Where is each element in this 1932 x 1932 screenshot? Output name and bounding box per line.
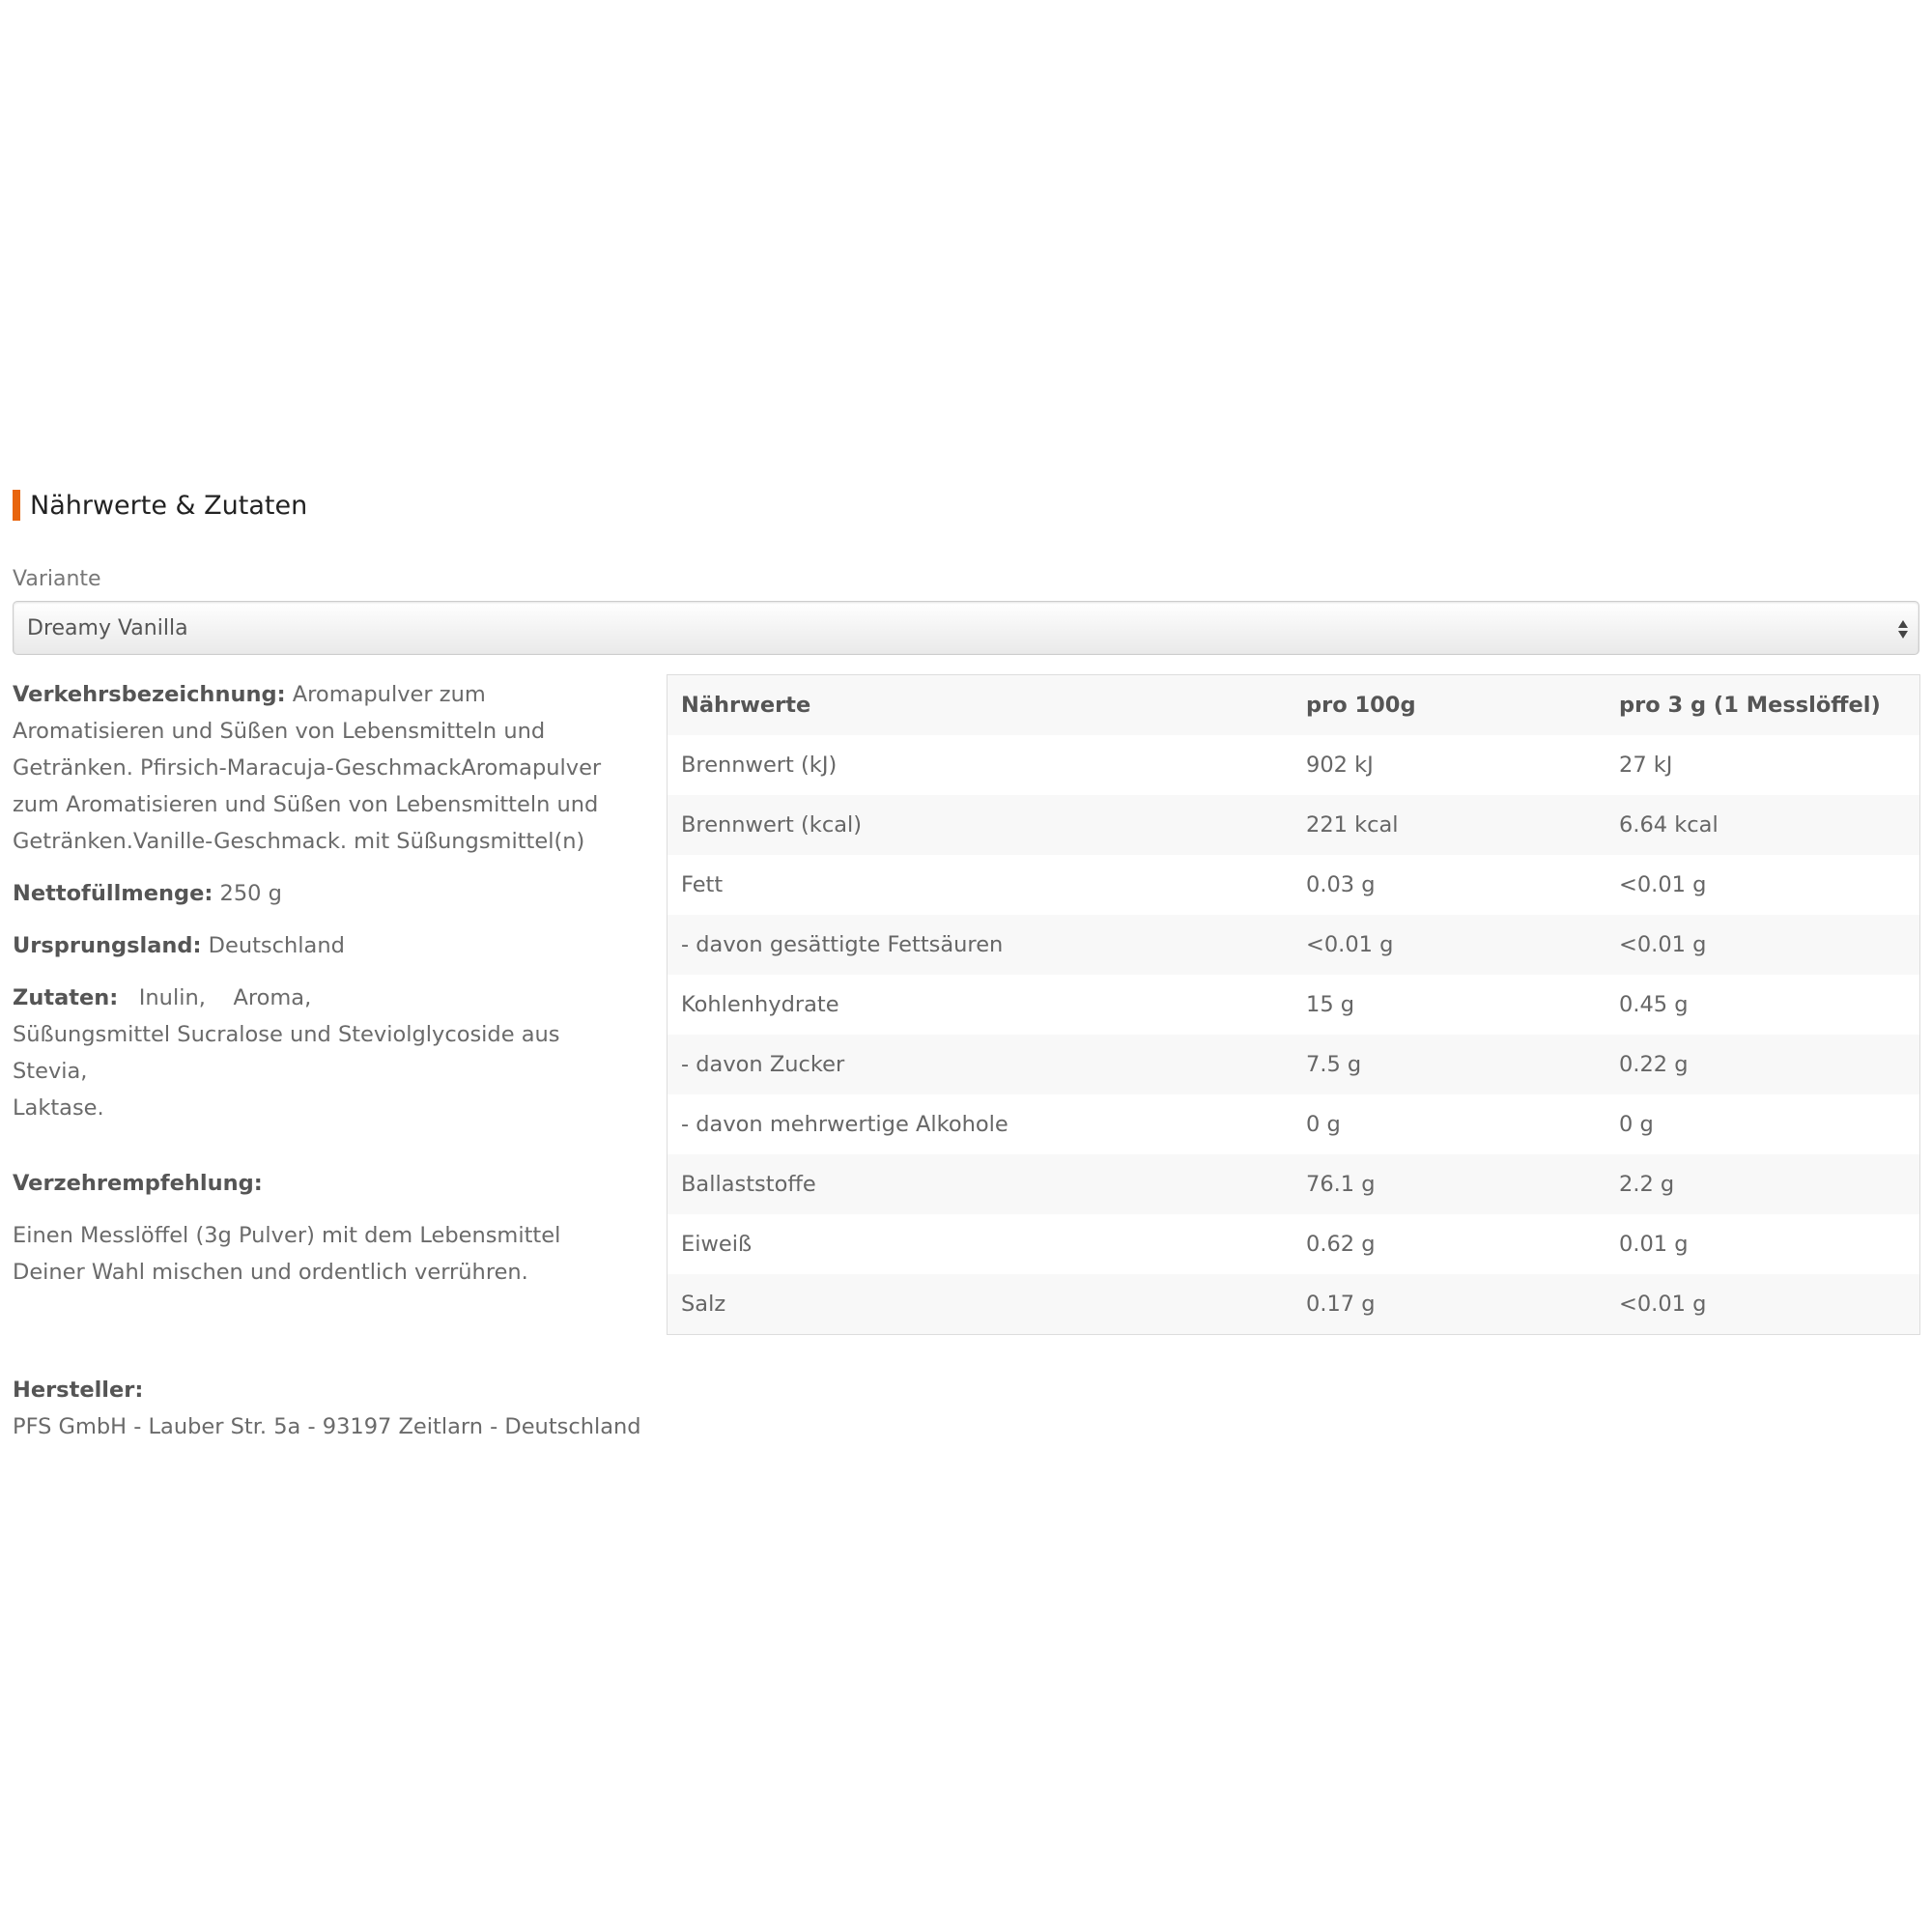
- manufacturer-text: PFS GmbH - Lauber Str. 5a - 93197 Zeitlarn - Deutschland: [13, 1414, 641, 1439]
- table-cell: Kohlenhydrate: [668, 975, 1293, 1035]
- table-cell: 0.17 g: [1293, 1274, 1605, 1334]
- table-row: [668, 1274, 1919, 1334]
- table-cell: Salz: [668, 1274, 1293, 1334]
- table-cell: <0.01 g: [1605, 855, 1919, 915]
- variant-label: Variante: [13, 567, 101, 591]
- manufacturer-label: Hersteller:: [13, 1378, 144, 1403]
- table-row: [668, 855, 1919, 915]
- table-row: [668, 735, 1919, 795]
- select-arrows-icon[interactable]: [1897, 614, 1909, 643]
- netto-paragraph: [13, 875, 621, 912]
- table-cell: <0.01 g: [1293, 915, 1605, 975]
- table-row: [668, 1214, 1919, 1274]
- table-cell: 0.01 g: [1605, 1214, 1919, 1274]
- table-cell: Brennwert (kcal): [668, 795, 1293, 855]
- table-cell: <0.01 g: [1605, 915, 1919, 975]
- table-cell: 6.64 kcal: [1605, 795, 1919, 855]
- nutrition-table: [667, 674, 1920, 1335]
- table-cell: 0.45 g: [1605, 975, 1919, 1035]
- ursprung-value: Deutschland: [208, 933, 345, 958]
- table-cell: 0 g: [1293, 1094, 1605, 1154]
- table-cell: 15 g: [1293, 975, 1605, 1035]
- table-header: pro 3 g (1 Messlöffel): [1605, 675, 1919, 735]
- table-cell: 7.5 g: [1293, 1035, 1605, 1094]
- table-cell: 0 g: [1605, 1094, 1919, 1154]
- verzehr-heading: [13, 1165, 621, 1202]
- table-cell: 27 kJ: [1605, 735, 1919, 795]
- table-row: [668, 975, 1919, 1035]
- table-cell: 2.2 g: [1605, 1154, 1919, 1214]
- table-row: [668, 1094, 1919, 1154]
- verzehr-label: Verzehrempfehlung:: [13, 1171, 263, 1196]
- verkehr-text: Aromapulver zum Aromatisieren und Süßen von Lebensmitteln und Getränken. Pfirsich-Maracuja-GeschmackAromapulver zum Aromatisieren und Süßen von Lebensmitteln und Getränken.Vanille-Geschmack. mit Süßungsmittel(n): [13, 682, 602, 854]
- table-cell: <0.01 g: [1605, 1274, 1919, 1334]
- table-cell: - davon Zucker: [668, 1035, 1293, 1094]
- variant-selected-value: Dreamy Vanilla: [27, 615, 188, 640]
- table-cell: 221 kcal: [1293, 795, 1605, 855]
- verkehr-paragraph: [13, 676, 621, 860]
- table-row: [668, 915, 1919, 975]
- table-header: Nährwerte: [668, 675, 1293, 735]
- table-row: [668, 795, 1919, 855]
- table-cell: 0.03 g: [1293, 855, 1605, 915]
- manufacturer-info: [13, 1372, 641, 1445]
- variant-select[interactable]: [13, 601, 1919, 655]
- table-cell: 0.62 g: [1293, 1214, 1605, 1274]
- netto-label: Nettofüllmenge:: [13, 881, 213, 906]
- table-cell: 902 kJ: [1293, 735, 1605, 795]
- ursprung-label: Ursprungsland:: [13, 933, 202, 958]
- product-info: [13, 676, 621, 1291]
- section-title: Nährwerte & Zutaten: [30, 490, 308, 521]
- table-row: [668, 1035, 1919, 1094]
- verzehr-text: Einen Messlöffel (3g Pulver) mit dem Lebensmittel Deiner Wahl mischen und ordentlich verrühren.: [13, 1223, 561, 1285]
- table-header-row: [668, 675, 1919, 735]
- zutaten-paragraph: [13, 980, 621, 1126]
- accent-bar: [13, 490, 20, 521]
- ursprung-paragraph: [13, 927, 621, 964]
- table-cell: Eiweiß: [668, 1214, 1293, 1274]
- table-header: pro 100g: [1293, 675, 1605, 735]
- table-cell: - davon gesättigte Fettsäuren: [668, 915, 1293, 975]
- zutaten-label: Zutaten:: [13, 985, 119, 1010]
- table-cell: 0.22 g: [1605, 1035, 1919, 1094]
- table-cell: Brennwert (kJ): [668, 735, 1293, 795]
- netto-value: 250 g: [219, 881, 282, 906]
- verkehr-label: Verkehrsbezeichnung:: [13, 682, 286, 707]
- zutaten-line1: Inulin, Aroma,: [138, 985, 312, 1010]
- table-cell: Fett: [668, 855, 1293, 915]
- table-cell: 76.1 g: [1293, 1154, 1605, 1214]
- zutaten-line3: Laktase.: [13, 1095, 104, 1121]
- table-row: [668, 1154, 1919, 1214]
- table-cell: Ballaststoffe: [668, 1154, 1293, 1214]
- section-heading: [13, 490, 307, 521]
- table-cell: - davon mehrwertige Alkohole: [668, 1094, 1293, 1154]
- zutaten-line2: Süßungsmittel Sucralose und Steviolglycoside aus Stevia,: [13, 1022, 560, 1084]
